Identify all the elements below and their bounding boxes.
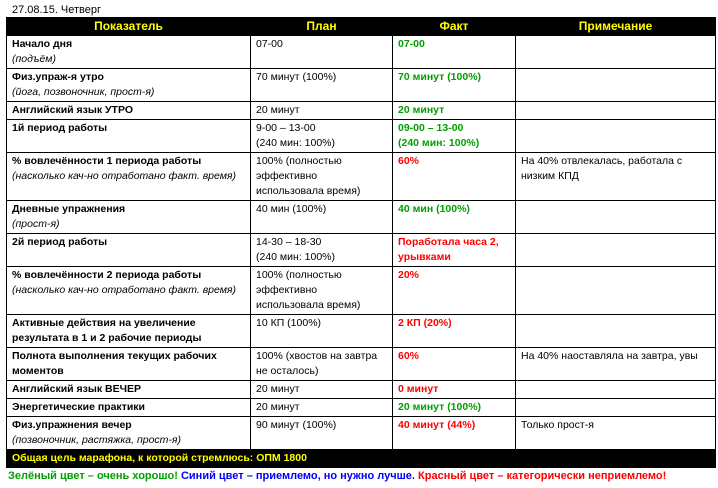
table-row (7, 36, 716, 69)
plan-cell: 20 минут (251, 399, 393, 417)
indicator-cell (7, 120, 251, 153)
note-cell: На 40% отвлекалась, работала с низким КПД (516, 153, 716, 201)
plan-cell: 20 минут (251, 102, 393, 120)
fact-cell: 60% (393, 153, 516, 201)
indicator-cell (7, 201, 251, 234)
indicator-label: Английский язык УТРО (12, 104, 134, 116)
table-row (7, 348, 716, 381)
fact-cell: 0 минут (393, 381, 516, 399)
goal-text: Общая цель марафона, к которой стремлюсь: ОПМ 1800 (7, 450, 716, 468)
indicator-label: Дневные упражнения (12, 203, 126, 215)
indicator-subtitle: (насколько кач-но отработано факт. время) (12, 284, 237, 296)
plan-cell: 40 мин (100%) (251, 201, 393, 234)
fact-cell: Поработала часа 2, урывками (393, 234, 516, 267)
indicator-subtitle: (позвоночник, растяжка, прост-я) (12, 434, 182, 446)
note-cell: На 40% наоставляла на завтра, увы (516, 348, 716, 381)
daily-report-table (6, 17, 716, 468)
indicator-label: 2й период работы (12, 236, 108, 248)
note-cell (516, 399, 716, 417)
fact-cell: 07-00 (393, 36, 516, 69)
plan-cell: 14-30 – 18-30 (240 мин: 100%) (251, 234, 393, 267)
fact-cell: 20 минут (393, 102, 516, 120)
legend-blue: Синий цвет – приемлемо, но нужно лучше. (180, 470, 415, 482)
indicator-label: Энергетические практики (12, 401, 145, 413)
fact-cell: 60% (393, 348, 516, 381)
table-row (7, 267, 716, 315)
fact-cell: 40 мин (100%) (393, 201, 516, 234)
indicator-cell (7, 348, 251, 381)
fact-cell: 09-00 – 13-00 (240 мин: 100%) (393, 120, 516, 153)
note-cell (516, 201, 716, 234)
note-cell (516, 234, 716, 267)
indicator-label: Активные действия на увеличение результата в 1 и 2 рабочие периоды (12, 317, 202, 344)
note-cell (516, 69, 716, 102)
plan-cell: 100% (хвостов на завтра не осталось) (251, 348, 393, 381)
indicator-subtitle: (йога, позвоночник, прост-я) (12, 86, 155, 98)
header-fact: Факт (393, 18, 516, 36)
legend-red: Красный цвет – категорически неприемлемо! (418, 470, 667, 482)
table-row (7, 417, 716, 450)
indicator-label: % вовлечённости 1 периода работы (12, 155, 202, 167)
indicator-label: 1й период работы (12, 122, 108, 134)
note-cell: Только прост-я (516, 417, 716, 450)
header-note: Примечание (516, 18, 716, 36)
indicator-cell (7, 315, 251, 348)
indicator-label: Физ.упражнения вечер (12, 419, 132, 431)
indicator-label: Начало дня (12, 38, 73, 50)
table-row (7, 201, 716, 234)
indicator-cell (7, 69, 251, 102)
table-row (7, 234, 716, 267)
indicator-subtitle: (насколько кач-но отработано факт. время) (12, 170, 237, 182)
plan-cell: 9-00 – 13-00 (240 мин: 100%) (251, 120, 393, 153)
table-body (7, 36, 716, 450)
fact-cell: 20 минут (100%) (393, 399, 516, 417)
fact-cell: 2 КП (20%) (393, 315, 516, 348)
plan-cell: 90 минут (100%) (251, 417, 393, 450)
plan-cell: 07-00 (251, 36, 393, 69)
date-heading: 27.08.15. Четверг (12, 4, 102, 16)
header-plan: План (251, 18, 393, 36)
indicator-cell (7, 102, 251, 120)
color-legend (8, 470, 666, 482)
indicator-cell (7, 399, 251, 417)
note-cell (516, 381, 716, 399)
plan-cell: 100% (полностью эффективно использовала время) (251, 153, 393, 201)
fact-cell: 40 минут (44%) (393, 417, 516, 450)
indicator-cell (7, 267, 251, 315)
indicator-label: Английский язык ВЕЧЕР (12, 383, 141, 395)
header-indicator: Показатель (7, 18, 251, 36)
plan-cell: 100% (полностью эффективно использовала время) (251, 267, 393, 315)
plan-cell: 70 минут (100%) (251, 69, 393, 102)
table-header-row (7, 18, 716, 36)
indicator-cell (7, 417, 251, 450)
note-cell (516, 36, 716, 69)
plan-cell: 20 минут (251, 381, 393, 399)
plan-cell: 10 КП (100%) (251, 315, 393, 348)
indicator-label: % вовлечённости 2 периода работы (12, 269, 202, 281)
legend-green: Зелёный цвет – очень хорошо! (8, 470, 178, 482)
indicator-cell (7, 153, 251, 201)
table-row (7, 120, 716, 153)
note-cell (516, 315, 716, 348)
goal-row (7, 450, 716, 468)
table-row (7, 381, 716, 399)
indicator-cell (7, 234, 251, 267)
note-cell (516, 120, 716, 153)
indicator-cell (7, 381, 251, 399)
table-row (7, 399, 716, 417)
table-row (7, 153, 716, 201)
table-row (7, 69, 716, 102)
indicator-subtitle: (подъём) (12, 53, 56, 65)
indicator-label: Полнота выполнения текущих рабочих моментов (12, 350, 217, 377)
note-cell (516, 267, 716, 315)
indicator-label: Физ.упраж-я утро (12, 71, 104, 83)
fact-cell: 70 минут (100%) (393, 69, 516, 102)
indicator-subtitle: (прост-я) (12, 218, 60, 230)
note-cell (516, 102, 716, 120)
table-row (7, 102, 716, 120)
fact-cell: 20% (393, 267, 516, 315)
indicator-cell (7, 36, 251, 69)
table-row (7, 315, 716, 348)
